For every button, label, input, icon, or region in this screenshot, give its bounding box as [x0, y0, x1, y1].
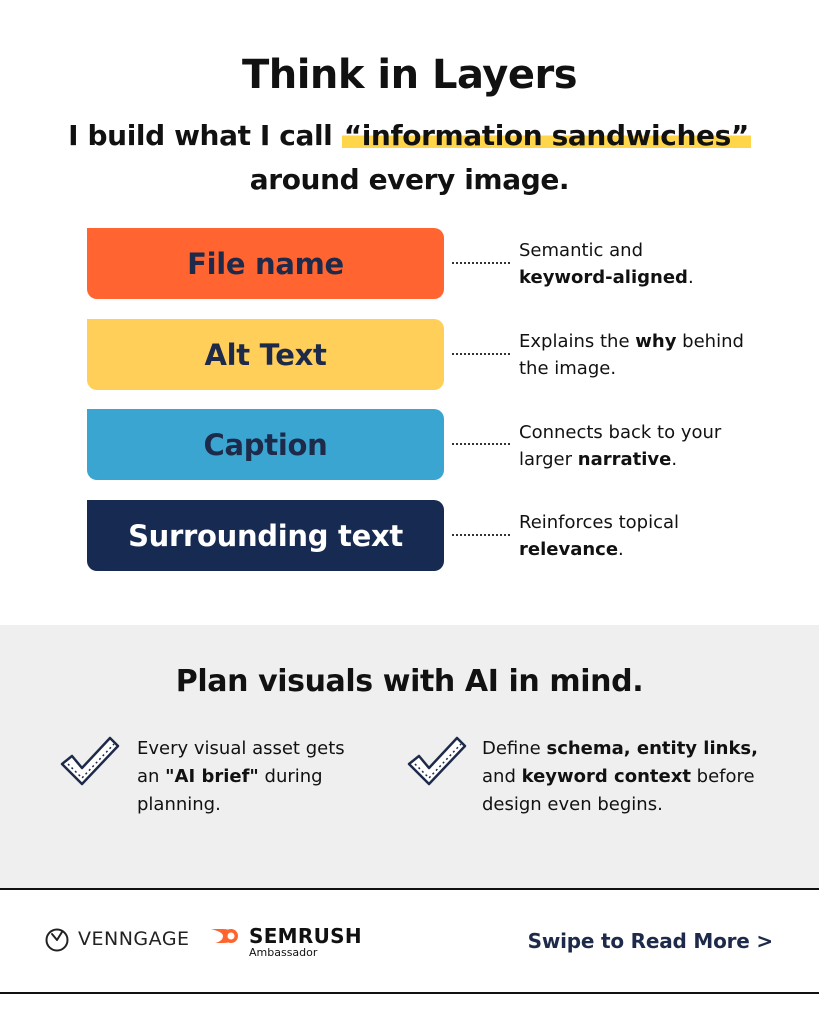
layer-file-name: File name [87, 228, 444, 299]
layer-description: Reinforces topical relevance. [519, 512, 680, 560]
subtitle-highlight: “information sandwiches” [343, 119, 749, 152]
dotted-connector [452, 443, 510, 445]
footer-divider-bottom [0, 992, 819, 994]
plan-point: Define schema, entity links, and keyword context before design even begins. [482, 738, 758, 815]
page-subtitle [0, 114, 819, 202]
page-title: Think in Layers [241, 52, 578, 98]
footer-divider-top [0, 888, 819, 890]
dotted-connector [452, 353, 510, 355]
venngage-logo-icon [44, 926, 70, 952]
venngage-logo [44, 926, 190, 952]
plan-title: Plan visuals with AI in mind. [175, 664, 644, 699]
subtitle-text-end: around every image. [249, 163, 570, 196]
dotted-connector [452, 534, 510, 536]
venngage-logo-text: VENNGAGE [78, 928, 190, 950]
semrush-ambassador-label: Ambassador [249, 946, 318, 959]
layer-surrounding-text: Surrounding text [87, 500, 444, 571]
layer-alt-text: Alt Text [87, 319, 444, 390]
layer-description: Connects back to your larger narrative. [519, 422, 722, 470]
layer-description: Semantic and keyword-aligned. [519, 240, 694, 288]
layer-description: Explains the why behind the image. [519, 331, 744, 379]
swipe-read-more-link[interactable]: Swipe to Read More > [527, 929, 773, 953]
semrush-logo-text: SEMRUSH [249, 924, 362, 948]
plan-point: Every visual asset gets an "AI brief" during planning. [137, 738, 345, 815]
semrush-flame-icon [209, 925, 243, 947]
dotted-connector [452, 262, 510, 264]
semrush-logo [209, 924, 362, 959]
checkmark-icon [58, 734, 120, 788]
checkmark-icon [405, 734, 467, 788]
subtitle-text-start: I build what I call [68, 119, 342, 152]
layer-caption: Caption [87, 409, 444, 480]
